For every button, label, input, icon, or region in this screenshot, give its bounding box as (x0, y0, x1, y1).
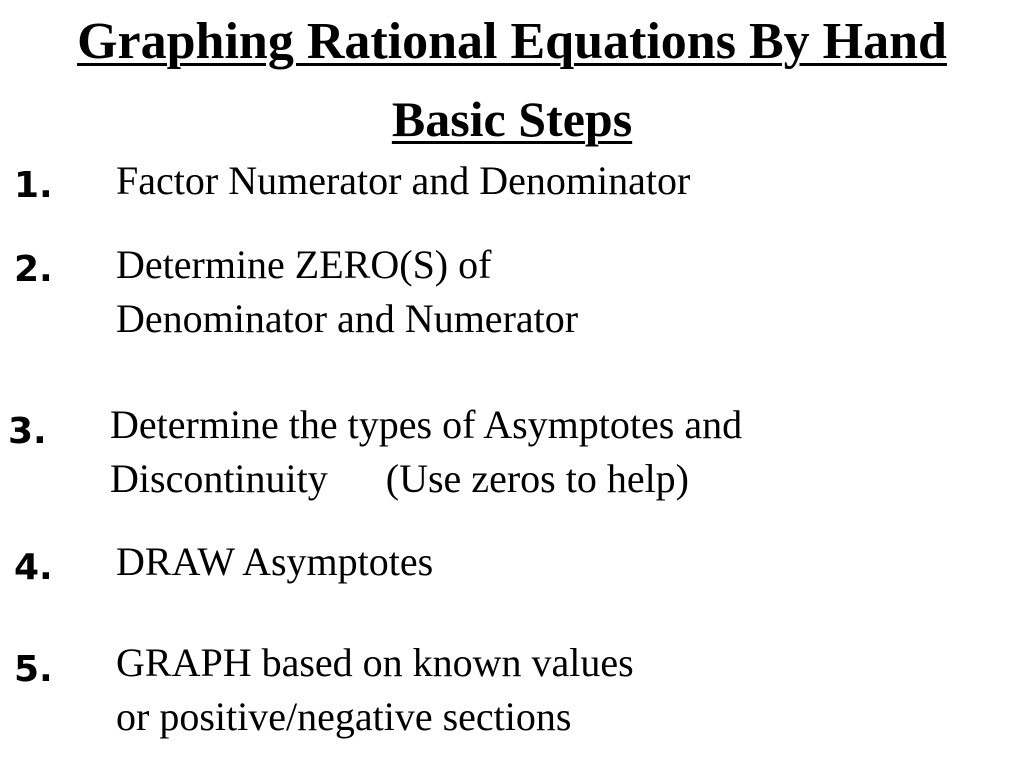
step-number: 5. (14, 649, 53, 690)
step-line: DRAW Asymptotes (116, 539, 434, 584)
step-line-note: (Use zeros to help) (385, 456, 690, 501)
step-text (116, 535, 433, 589)
step-line-part: Discontinuity (110, 456, 328, 501)
step-line: Factor Numerator and Denominator (116, 158, 691, 203)
step-number: 2. (14, 249, 53, 290)
step-number: 3. (8, 411, 47, 452)
step-line: Determine ZERO(S) of (116, 242, 492, 287)
step-line: Denominator and Numerator (116, 296, 579, 341)
step-line: Determine the types of Asymptotes and (110, 402, 743, 447)
step-text (116, 154, 690, 208)
step-number: 1. (14, 165, 53, 206)
step-text (110, 398, 742, 506)
slide-title: Graphing Rational Equations By Hand (77, 13, 947, 70)
step-line: GRAPH based on known values (116, 640, 634, 685)
step-text (116, 238, 578, 346)
step-line: or positive/negative sections (116, 694, 572, 739)
step-text (116, 636, 634, 744)
slide-subtitle: Basic Steps (391, 91, 633, 147)
step-line (110, 452, 742, 506)
step-number: 4. (14, 547, 53, 588)
